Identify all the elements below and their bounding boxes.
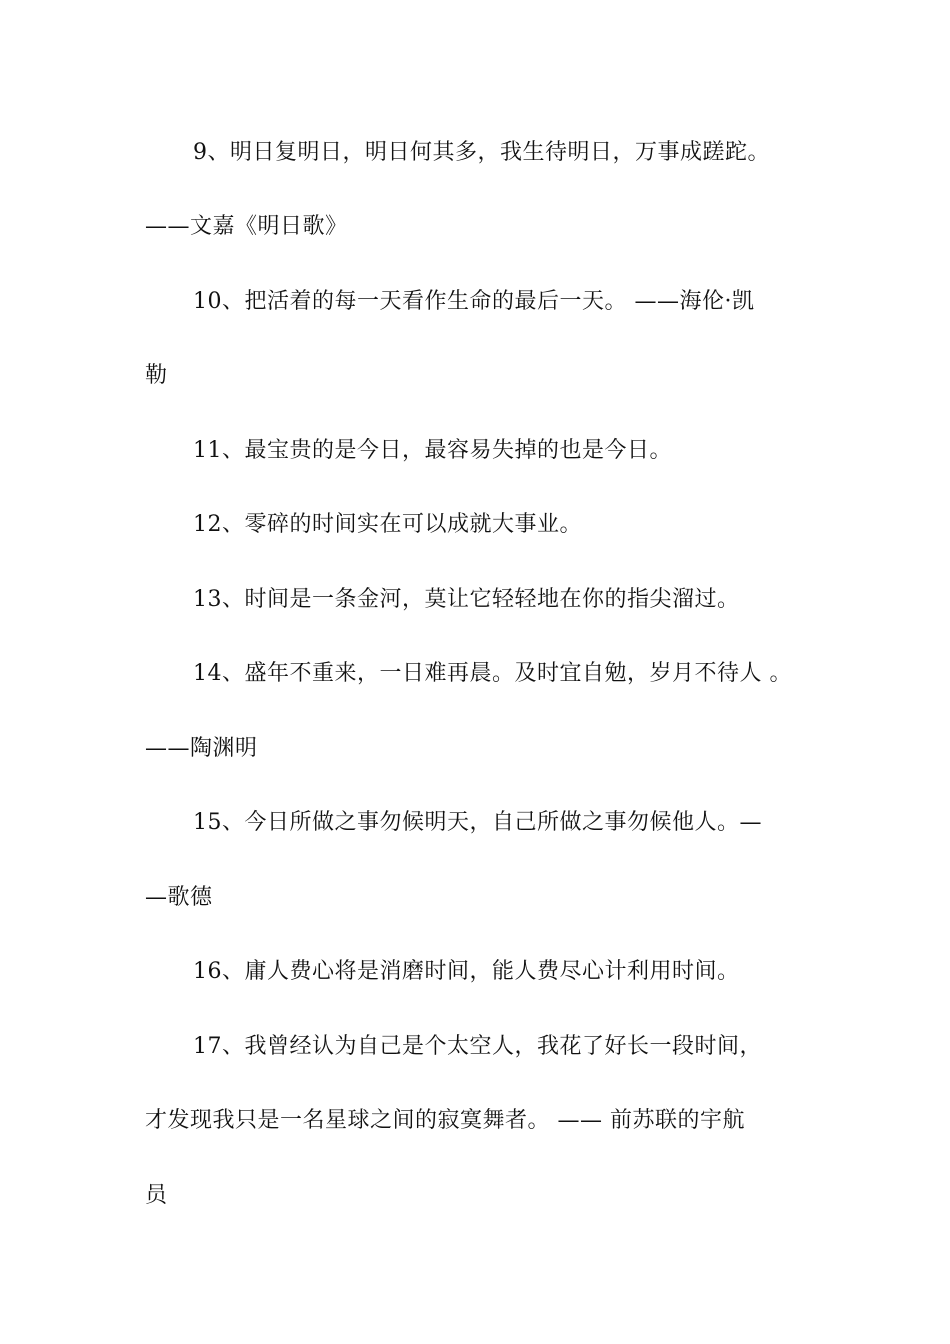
quote-16: 16、庸人费心将是消磨时间，能人费尽心计利用时间。 — [193, 959, 740, 984]
quote-9: 9、明日复明日，明日何其多，我生待明日，万事成蹉跎。 — [193, 140, 770, 165]
quote-17-continuation: 才发现我只是一名星球之间的寂寞舞者。 —— 前苏联的宇航 — [145, 1108, 745, 1133]
quote-17-source-end: 员 — [145, 1183, 168, 1208]
quote-13: 13、时间是一条金河，莫让它轻轻地在你的指尖溜过。 — [193, 587, 740, 612]
quote-14-source: ——陶渊明 — [145, 736, 258, 761]
quote-10: 10、把活着的每一天看作生命的最后一天。 ——海伦·凯 — [193, 289, 755, 314]
quote-15: 15、今日所做之事勿候明天，自己所做之事勿候他人。— — [193, 810, 762, 835]
quote-14: 14、盛年不重来，一日难再晨。及时宜自勉，岁月不待人 。 — [193, 661, 792, 686]
quote-9-source: ——文嘉《明日歌》 — [145, 214, 348, 239]
quote-11: 11、最宝贵的是今日，最容易失掉的也是今日。 — [193, 438, 672, 463]
quote-12: 12、零碎的时间实在可以成就大事业。 — [193, 512, 582, 537]
quote-10-continuation: 勒 — [145, 363, 168, 388]
quote-17: 17、我曾经认为自己是个太空人，我花了好长一段时间， — [193, 1034, 762, 1059]
quote-15-source: —歌德 — [145, 885, 213, 910]
